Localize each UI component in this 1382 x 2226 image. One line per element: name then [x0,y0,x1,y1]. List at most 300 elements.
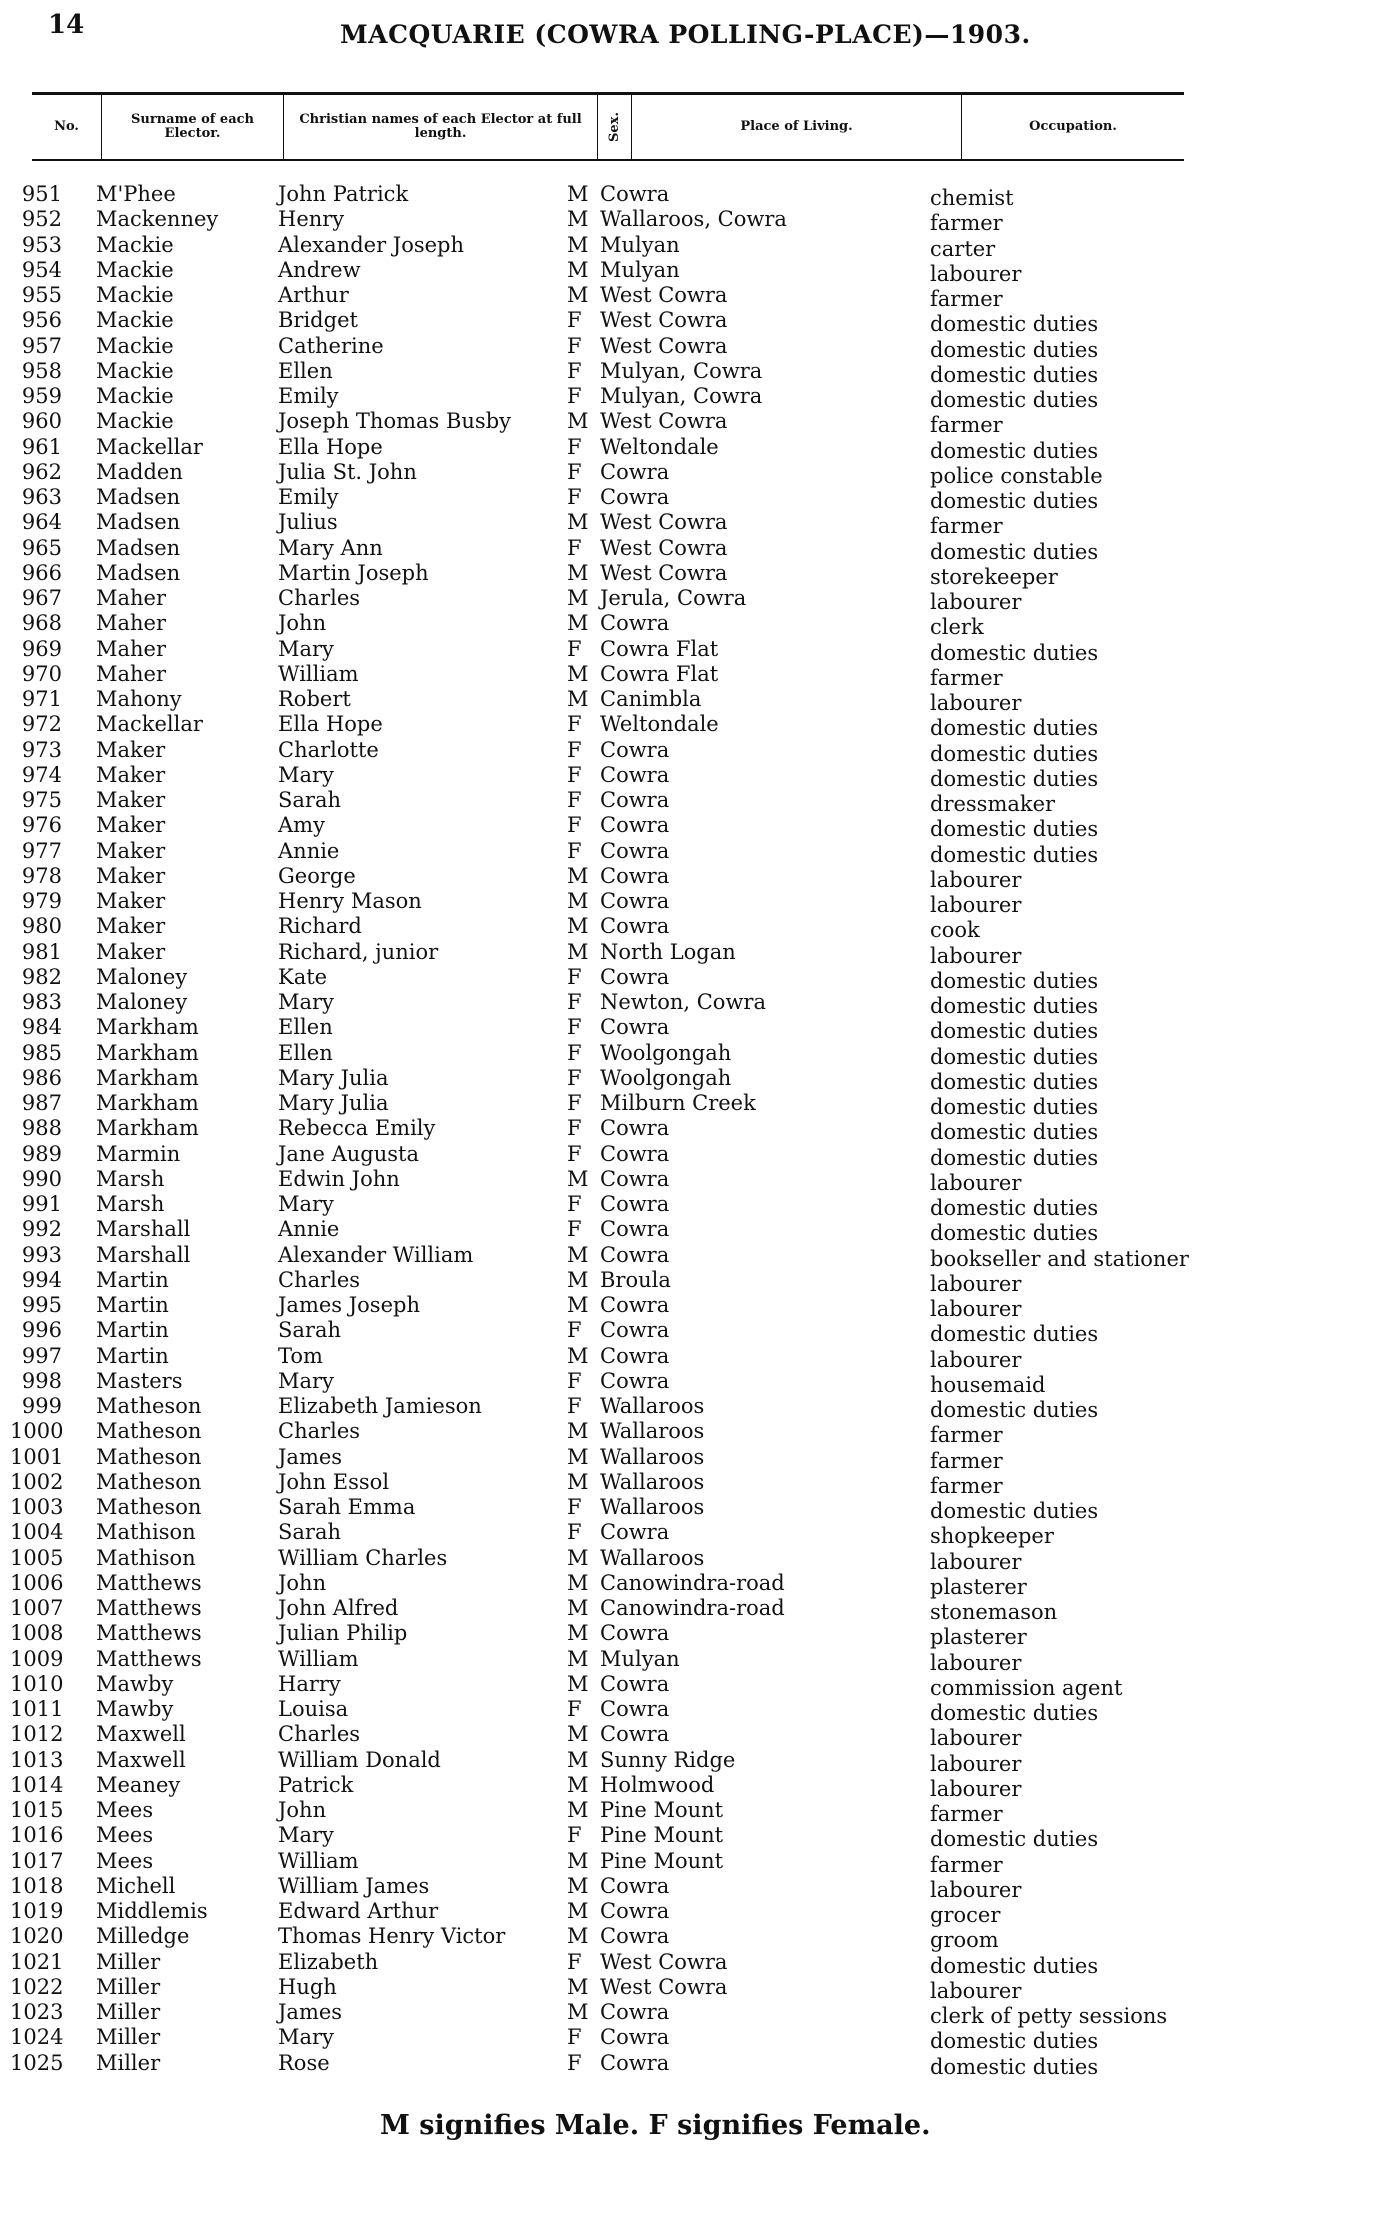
occupation: plasterer [930,1574,1027,1599]
elector-number: 1017 [10,1848,64,1873]
christian-names: Annie [278,1217,340,1242]
christian-names: Edwin John [278,1166,400,1191]
surname: Matheson [96,1495,202,1519]
place-of-living: West Cowra [600,560,728,585]
occupation: labourer [930,691,1022,715]
sex: M [567,409,589,434]
surname: Middlemis [96,1899,208,1923]
sex: M [567,1242,589,1267]
table-row [0,737,1382,766]
place-of-living: Cowra [600,1621,670,1646]
surname: Maher [96,636,167,661]
place-of-living: Cowra [600,813,670,838]
christian-names: Sarah Emma [278,1495,416,1519]
elector-number: 994 [21,1267,62,1292]
occupation: domestic duties [930,362,1099,387]
sex: F [567,1318,582,1343]
table-row [0,1823,1382,1852]
sex: F [567,384,582,408]
sex: F [567,358,582,383]
surname: Maker [96,737,166,762]
surname: Maker [96,863,166,888]
occupation: farmer [930,1473,1003,1498]
surname: Madsen [96,560,181,585]
christian-names: Elizabeth [278,1949,379,1974]
table-header [32,92,1184,161]
christian-names: John Essol [278,1469,390,1494]
christian-names: Henry Mason [278,889,422,913]
table-row [0,1545,1382,1574]
christian-names: James [278,1444,343,1469]
place-of-living: Wallaroos, Cowra [600,207,787,232]
place-of-living: Wallaroos [600,1545,705,1570]
sex: F [567,1823,582,1848]
place-of-living: Pine Mount [600,1848,724,1873]
place-of-living: Pine Mount [600,1823,724,1848]
place-of-living: Canimbla [600,687,702,711]
place-of-living: Wallaroos [600,1495,705,1519]
table-row [0,1444,1382,1473]
christian-names: Mary Ann [278,535,383,560]
sex: M [567,914,589,939]
christian-names: Rose [278,2050,330,2075]
elector-number: 1004 [10,1520,64,1545]
table-row [0,308,1382,337]
table-row [0,283,1382,311]
surname: Maker [96,788,166,812]
elector-number: 988 [21,1116,62,1141]
occupation: labourer [930,590,1022,614]
table-row [0,535,1382,564]
surname: Miller [96,1949,161,1974]
elector-number: 985 [21,1040,62,1065]
sex: F [567,990,582,1014]
elector-number: 1007 [10,1596,64,1620]
place-of-living: West Cowra [600,510,728,535]
elector-number: 1023 [10,2000,64,2024]
page-number: 14 [48,10,85,40]
christian-names: Mary Julia [278,1091,389,1115]
surname: Matthews [96,1646,202,1671]
sex: F [567,434,582,459]
surname: Maloney [96,964,188,989]
sex: M [567,2000,589,2024]
place-of-living: Cowra [600,1722,670,1747]
christian-names: Robert [278,687,351,711]
occupation: farmer [930,413,1003,438]
christian-names: Alexander Joseph [278,232,465,257]
table-row [0,182,1382,210]
christian-names: William [278,1646,359,1671]
place-of-living: Newton, Cowra [600,990,766,1014]
christian-names: Ella Hope [278,434,383,459]
surname: Maker [96,914,166,939]
surname: Martin [96,1293,169,1317]
occupation: domestic duties [930,766,1099,791]
place-of-living: Cowra [600,762,670,787]
table-row [0,1646,1382,1675]
elector-number: 962 [21,459,62,484]
occupation: labourer [930,1751,1022,1776]
occupation: dressmaker [930,792,1056,816]
surname: Meaney [96,1772,181,1797]
elector-number: 1006 [10,1570,64,1595]
elector-number: 992 [21,1217,62,1242]
sex: M [567,1166,589,1191]
elector-number: 951 [21,182,62,206]
table-row [0,257,1382,286]
surname: Miller [96,2025,161,2050]
elector-number: 970 [21,661,62,686]
occupation: shopkeeper [930,1524,1054,1549]
occupation: plasterer [930,1625,1027,1650]
elector-number: 963 [21,485,62,509]
table-row [0,1621,1382,1650]
sex: F [567,1949,582,1974]
table-row [0,1848,1382,1877]
place-of-living: Cowra [600,1116,670,1141]
surname: Mackie [96,308,174,333]
elector-number: 991 [21,1192,62,1216]
elector-number: 964 [21,510,62,535]
occupation: farmer [930,514,1003,539]
elector-number: 977 [21,838,62,863]
christian-names: William Charles [278,1545,448,1570]
table-row [0,863,1382,892]
place-of-living: Cowra [600,914,670,939]
christian-names: James Joseph [278,1293,420,1317]
place-of-living: West Cowra [600,1949,728,1974]
place-of-living: Holmwood [600,1772,715,1797]
christian-names: Bridget [278,308,358,333]
elector-number: 952 [21,207,62,232]
christian-names: Sarah [278,1520,341,1545]
surname: Mees [96,1823,154,1848]
table-row [0,384,1382,412]
surname: Maloney [96,990,188,1014]
place-of-living: Mulyan [600,1646,680,1671]
occupation: police constable [930,463,1103,488]
christian-names: Julia St. John [278,459,417,484]
elector-number: 1012 [10,1722,64,1747]
place-of-living: North Logan [600,939,736,964]
surname: Maher [96,611,167,636]
elector-number: 996 [21,1318,62,1343]
table-row [0,636,1382,665]
surname: Maker [96,813,166,838]
occupation: chemist [930,186,1014,210]
table-row [0,1469,1382,1498]
place-of-living: Pine Mount [600,1798,724,1822]
table-row [0,207,1382,236]
elector-number: 1022 [10,1974,64,1999]
place-of-living: West Cowra [600,1974,728,1999]
sex: M [567,1444,589,1469]
occupation: clerk [930,615,984,640]
sex: M [567,1974,589,1999]
sex: F [567,737,582,762]
sex: F [567,535,582,560]
christian-names: William [278,661,359,686]
occupation: domestic duties [930,1398,1099,1422]
sex: M [567,1899,589,1923]
place-of-living: Broula [600,1267,671,1292]
table-row [0,762,1382,791]
occupation: labourer [930,1297,1022,1321]
christian-names: Joseph Thomas Busby [278,409,512,434]
place-of-living: Cowra [600,1015,670,1040]
occupation: domestic duties [930,1019,1099,1044]
surname: Mackellar [96,434,203,459]
table-row [0,586,1382,614]
occupation: domestic duties [930,1953,1099,1978]
surname: Maher [96,586,167,610]
christian-names: Hugh [278,1974,337,1999]
occupation: carter [930,236,996,261]
table-row [0,1697,1382,1725]
sex: M [567,1469,589,1494]
christian-names: John [278,1570,327,1595]
occupation: domestic duties [930,539,1099,564]
table-row [0,1166,1382,1195]
surname: Masters [96,1368,183,1393]
occupation: labourer [930,1271,1022,1296]
occupation: labourer [930,1170,1022,1195]
occupation: domestic duties [930,1701,1099,1725]
table-row [0,964,1382,993]
christian-names: Harry [278,1671,341,1696]
christian-names: Louisa [278,1697,349,1721]
occupation: domestic duties [930,388,1099,412]
sex: F [567,1217,582,1242]
surname: Martin [96,1318,169,1343]
table-row [0,1924,1382,1953]
table-row [0,1419,1382,1448]
table-row [0,1318,1382,1347]
surname: Matthews [96,1621,202,1646]
table-row [0,1015,1382,1044]
surname: Maker [96,889,166,913]
sex: F [567,712,582,737]
surname: Mathison [96,1520,196,1545]
table-row [0,1141,1382,1170]
place-of-living: Cowra [600,889,670,913]
place-of-living: Cowra [600,1697,670,1721]
elector-number: 1013 [10,1747,64,1772]
sex: M [567,1722,589,1747]
table-row [0,889,1382,917]
sex: F [567,1520,582,1545]
occupation: domestic duties [930,741,1099,766]
christian-names: Sarah [278,788,341,812]
place-of-living: Weltondale [600,712,719,737]
occupation: domestic duties [930,337,1099,362]
occupation: domestic duties [930,1221,1099,1246]
elector-number: 954 [21,257,62,282]
surname: Maxwell [96,1747,186,1772]
occupation: domestic duties [930,1120,1099,1145]
table-row [0,2025,1382,2054]
place-of-living: Cowra [600,2050,670,2075]
surname: Mackenney [96,207,219,232]
table-row [0,1343,1382,1372]
sex: F [567,636,582,661]
elector-number: 990 [21,1166,62,1191]
surname: Mathison [96,1545,196,1570]
surname: Markham [96,1015,199,1040]
sex: M [567,1772,589,1797]
table-row [0,510,1382,539]
christian-names: John [278,1798,327,1822]
place-of-living: Wallaroos [600,1394,705,1418]
table-row [0,687,1382,715]
sex: M [567,1419,589,1444]
occupation: domestic duties [930,312,1099,337]
elector-number: 1002 [10,1469,64,1494]
place-of-living: Cowra Flat [600,636,719,661]
header-sex: Sex. [598,95,632,159]
place-of-living: Sunny Ridge [600,1747,736,1772]
table-row [0,459,1382,488]
elector-number: 1003 [10,1495,64,1519]
occupation: housemaid [930,1372,1046,1397]
occupation: domestic duties [930,1095,1099,1119]
place-of-living: Cowra [600,1166,670,1191]
elector-number: 953 [21,232,62,257]
surname: Mackie [96,409,174,434]
place-of-living: Mulyan, Cowra [600,384,763,408]
table-row [0,1495,1382,1523]
elector-number: 1001 [10,1444,64,1469]
elector-number: 1000 [10,1419,64,1444]
table-row [0,232,1382,261]
sex: M [567,863,589,888]
sex: M [567,1924,589,1949]
elector-number: 999 [21,1394,62,1418]
place-of-living: West Cowra [600,535,728,560]
table-row [0,1899,1382,1927]
place-of-living: Cowra [600,863,670,888]
sex: M [567,1343,589,1368]
occupation: farmer [930,665,1003,690]
occupation: labourer [930,893,1022,917]
christian-names: Charlotte [278,737,379,762]
christian-names: Emily [278,384,339,408]
sex: F [567,762,582,787]
surname: M'Phee [96,182,176,206]
christian-names: William James [278,1873,430,1898]
place-of-living: Wallaroos [600,1419,705,1444]
place-of-living: Weltondale [600,434,719,459]
occupation: labourer [930,867,1022,892]
place-of-living: Cowra [600,182,670,206]
occupation: farmer [930,1448,1003,1473]
table-row [0,560,1382,589]
table-row [0,1570,1382,1599]
occupation: domestic duties [930,1044,1099,1069]
elector-number: 1021 [10,1949,64,1974]
table-row [0,434,1382,463]
table-row [0,1798,1382,1826]
occupation: labourer [930,261,1022,286]
elector-number: 974 [21,762,62,787]
christian-names: Julian Philip [278,1621,408,1646]
table-row [0,611,1382,640]
table-row [0,1873,1382,1902]
occupation: domestic duties [930,489,1099,513]
place-of-living: West Cowra [600,308,728,333]
occupation: storekeeper [930,564,1058,589]
place-of-living: Cowra [600,1368,670,1393]
surname: Mees [96,1798,154,1822]
table-row [0,1065,1382,1094]
occupation: labourer [930,943,1022,968]
elector-number: 968 [21,611,62,636]
place-of-living: Wallaroos [600,1469,705,1494]
occupation: domestic duties [930,1196,1099,1220]
place-of-living: Cowra [600,1671,670,1696]
elector-number: 1010 [10,1671,64,1696]
sex: M [567,1293,589,1317]
sex: M [567,207,589,232]
christian-names: Catherine [278,333,384,358]
place-of-living: Cowra [600,1924,670,1949]
place-of-living: Milburn Creek [600,1091,756,1115]
table-row [0,712,1382,741]
table-row [0,485,1382,513]
place-of-living: Cowra [600,1242,670,1267]
christian-names: John [278,611,327,636]
sex: M [567,560,589,585]
elector-number: 982 [21,964,62,989]
elector-number: 995 [21,1293,62,1317]
place-of-living: Cowra [600,2000,670,2024]
christian-names: Charles [278,1419,361,1444]
surname: Madsen [96,535,181,560]
sex: F [567,1495,582,1519]
place-of-living: Cowra [600,611,670,636]
place-of-living: Cowra [600,1217,670,1242]
christian-names: Mary [278,762,334,787]
christian-names: Mary [278,1823,334,1848]
christian-names: Mary [278,1192,334,1216]
place-of-living: Mulyan, Cowra [600,358,763,383]
table-row [0,1596,1382,1624]
sex: F [567,1065,582,1090]
occupation: groom [930,1928,999,1953]
sex: M [567,889,589,913]
christian-names: Sarah [278,1318,341,1343]
sex: F [567,1015,582,1040]
table-row [0,1722,1382,1751]
elector-number: 973 [21,737,62,762]
sex: F [567,485,582,509]
elector-number: 972 [21,712,62,737]
table-row [0,333,1382,362]
place-of-living: Canowindra-road [600,1570,785,1595]
surname: Mackellar [96,712,203,737]
sex: F [567,1697,582,1721]
elector-number: 965 [21,535,62,560]
surname: Markham [96,1116,199,1141]
occupation: domestic duties [930,438,1099,463]
surname: Mahony [96,687,182,711]
christian-names: James [278,2000,343,2024]
sex: F [567,813,582,838]
place-of-living: Jerula, Cowra [600,586,747,610]
elector-number: 1019 [10,1899,64,1923]
sex: M [567,1798,589,1822]
